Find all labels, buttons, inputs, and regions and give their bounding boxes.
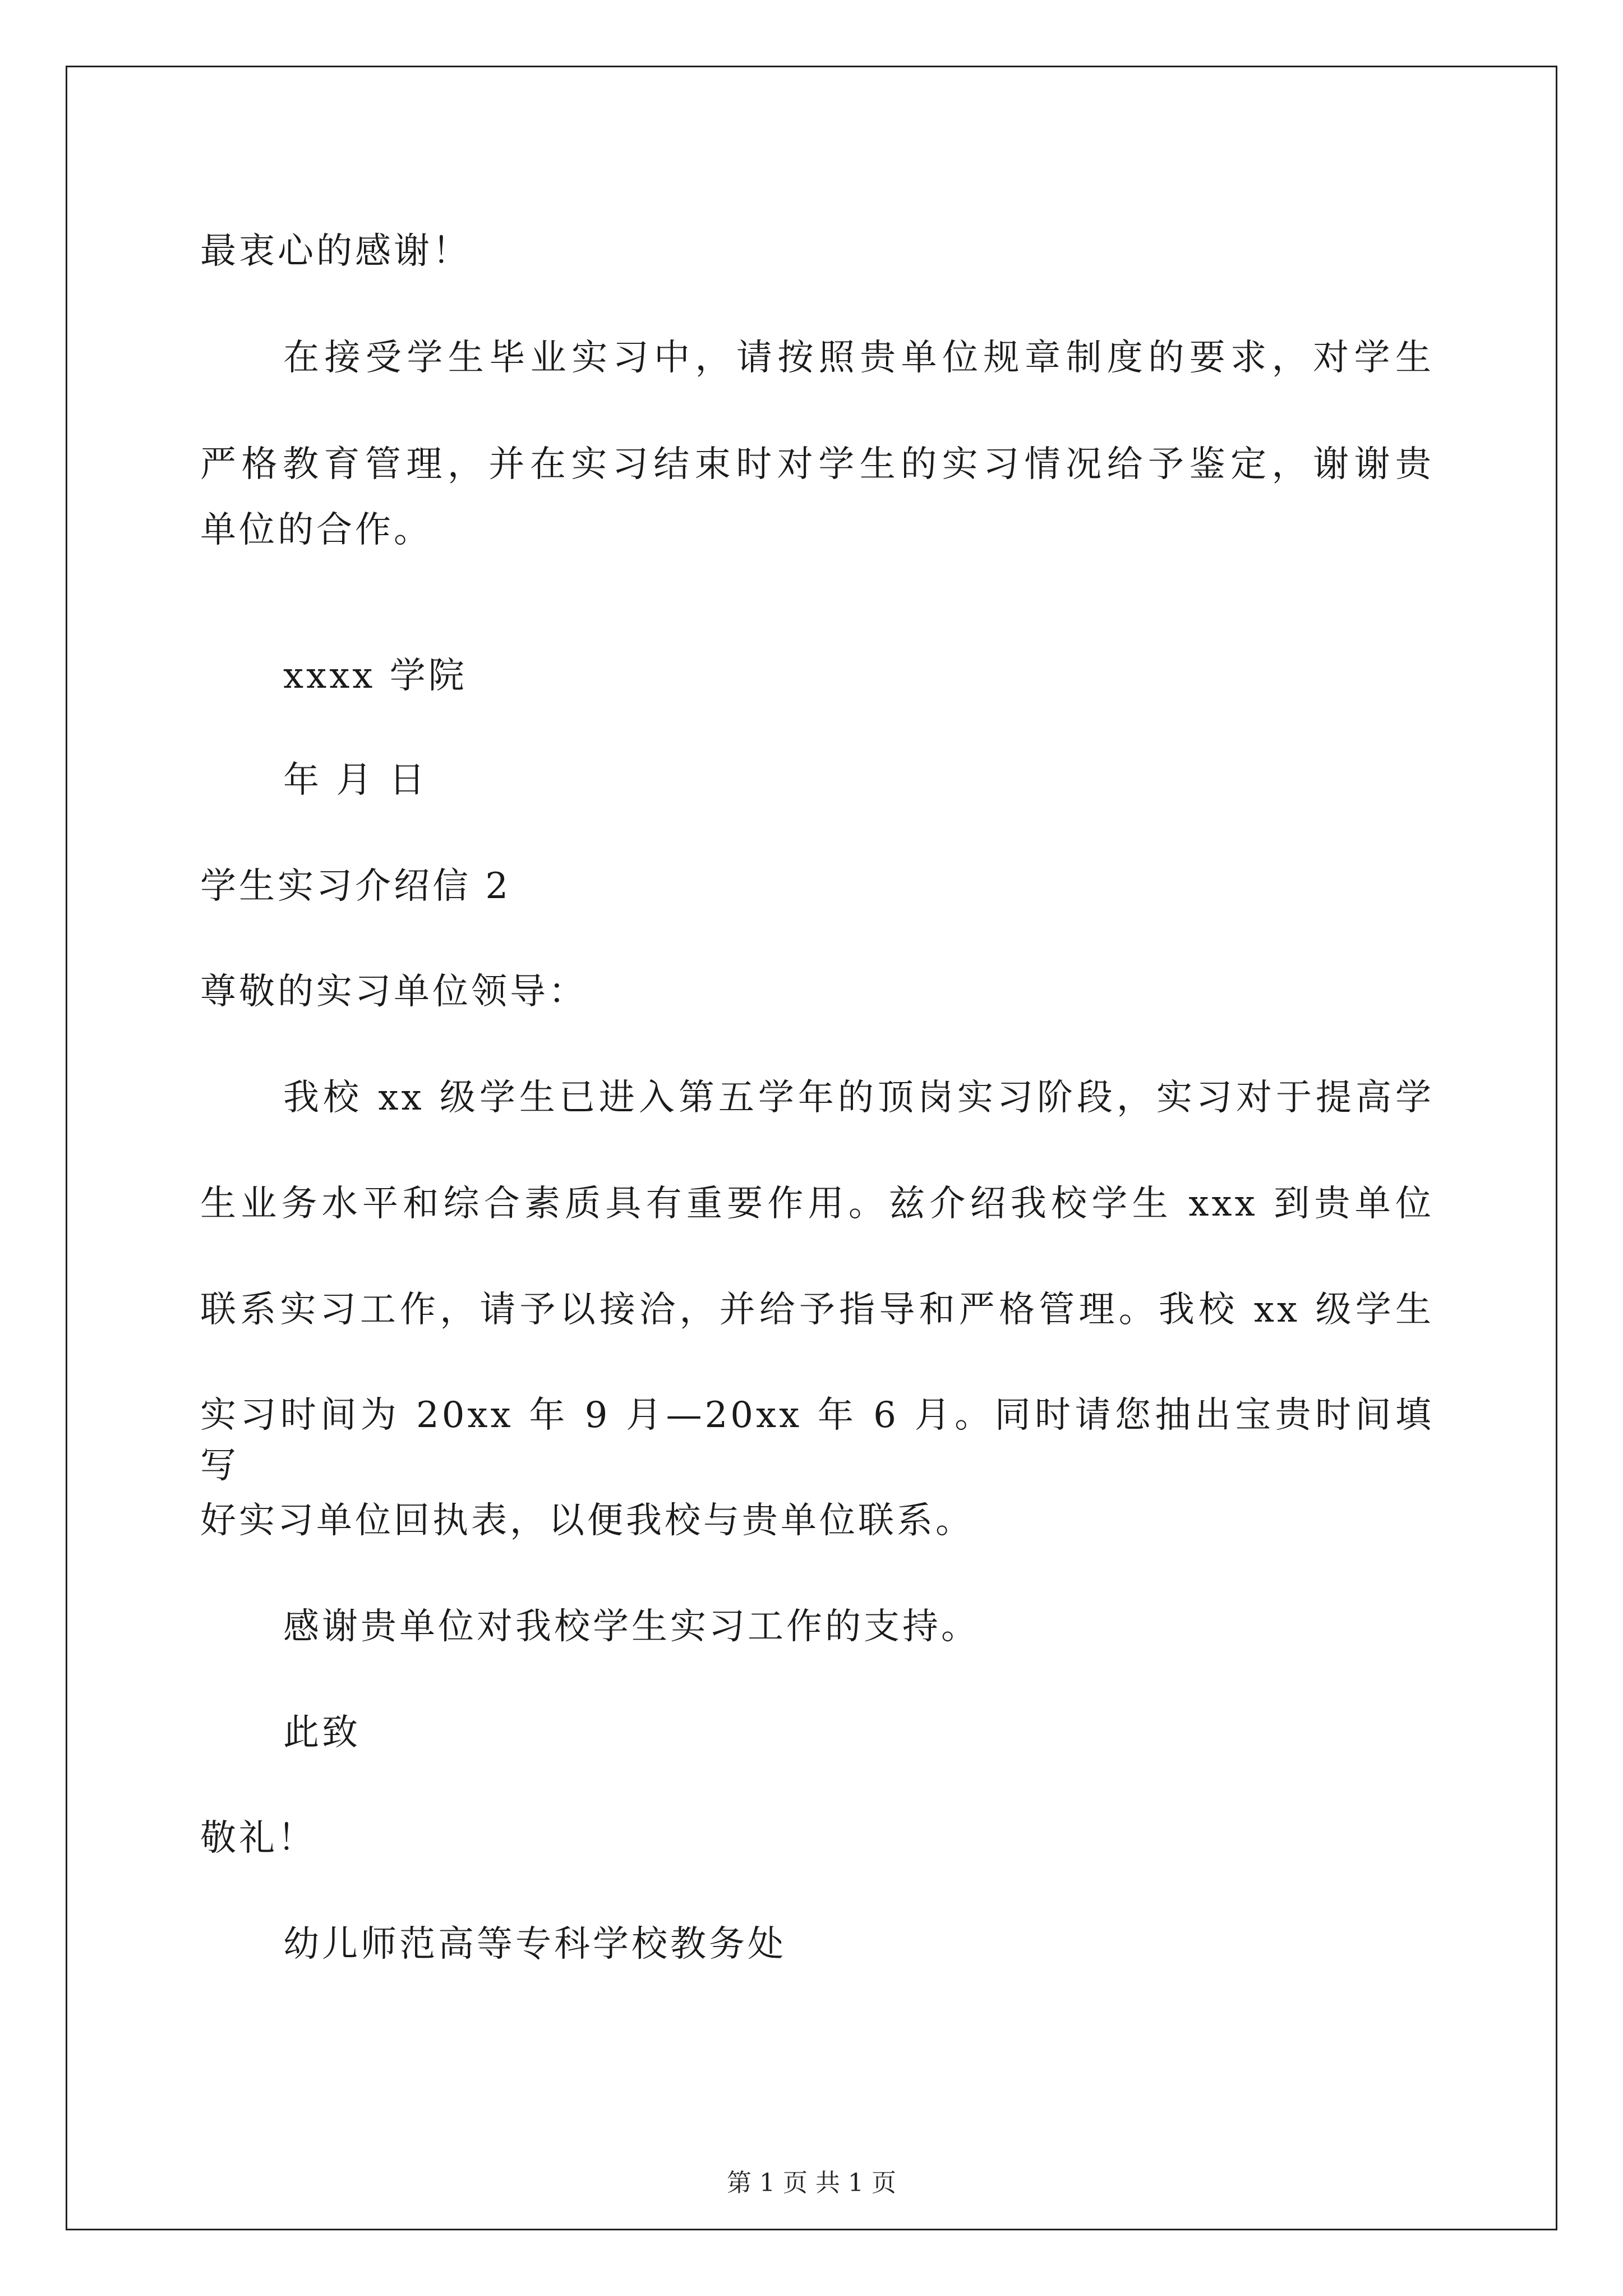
section-title: 学生实习介绍信 2 xyxy=(200,866,511,907)
salutation: 尊敬的实习单位领导： xyxy=(200,971,587,1013)
paragraph-line: 在接受学生毕业实习中，请按照贵单位规章制度的要求，对学生 xyxy=(283,337,1434,379)
closing-cizhi: 此致 xyxy=(283,1712,361,1754)
page-border xyxy=(66,66,1557,2230)
paragraph-line: 好实习单位回执表，以便我校与贵单位联系。 xyxy=(200,1500,974,1542)
paragraph-line: 单位的合作。 xyxy=(200,509,432,551)
paragraph-line: 实习时间为 20xx 年 9 月—20xx 年 6 月。同时请您抽出宝贵时间填写 xyxy=(200,1395,1434,1487)
closing-thanks-line: 最衷心的感谢！ xyxy=(200,231,471,272)
signature-institution: xxxx 学院 xyxy=(283,655,467,697)
closing-jingli: 敬礼！ xyxy=(200,1818,316,1859)
paragraph-line: 我校 xx 级学生已进入第五学年的顶岗实习阶段，实习对于提高学 xyxy=(283,1077,1434,1119)
signature-office: 幼儿师范高等专科学校教务处 xyxy=(283,1924,786,1965)
paragraph-line: 严格教育管理，并在实习结束时对学生的实习情况给予鉴定，谢谢贵 xyxy=(200,444,1434,485)
signature-date: 年 月 日 xyxy=(283,760,428,801)
page-footer: 第 1 页 共 1 页 xyxy=(727,2169,896,2197)
paragraph-line: 联系实习工作，请予以接洽，并给予指导和严格管理。我校 xx 级学生 xyxy=(200,1289,1434,1331)
thanks-line: 感谢贵单位对我校学生实习工作的支持。 xyxy=(283,1606,980,1648)
paragraph-line: 生业务水平和综合素质具有重要作用。兹介绍我校学生 xxx 到贵单位 xyxy=(200,1183,1434,1225)
